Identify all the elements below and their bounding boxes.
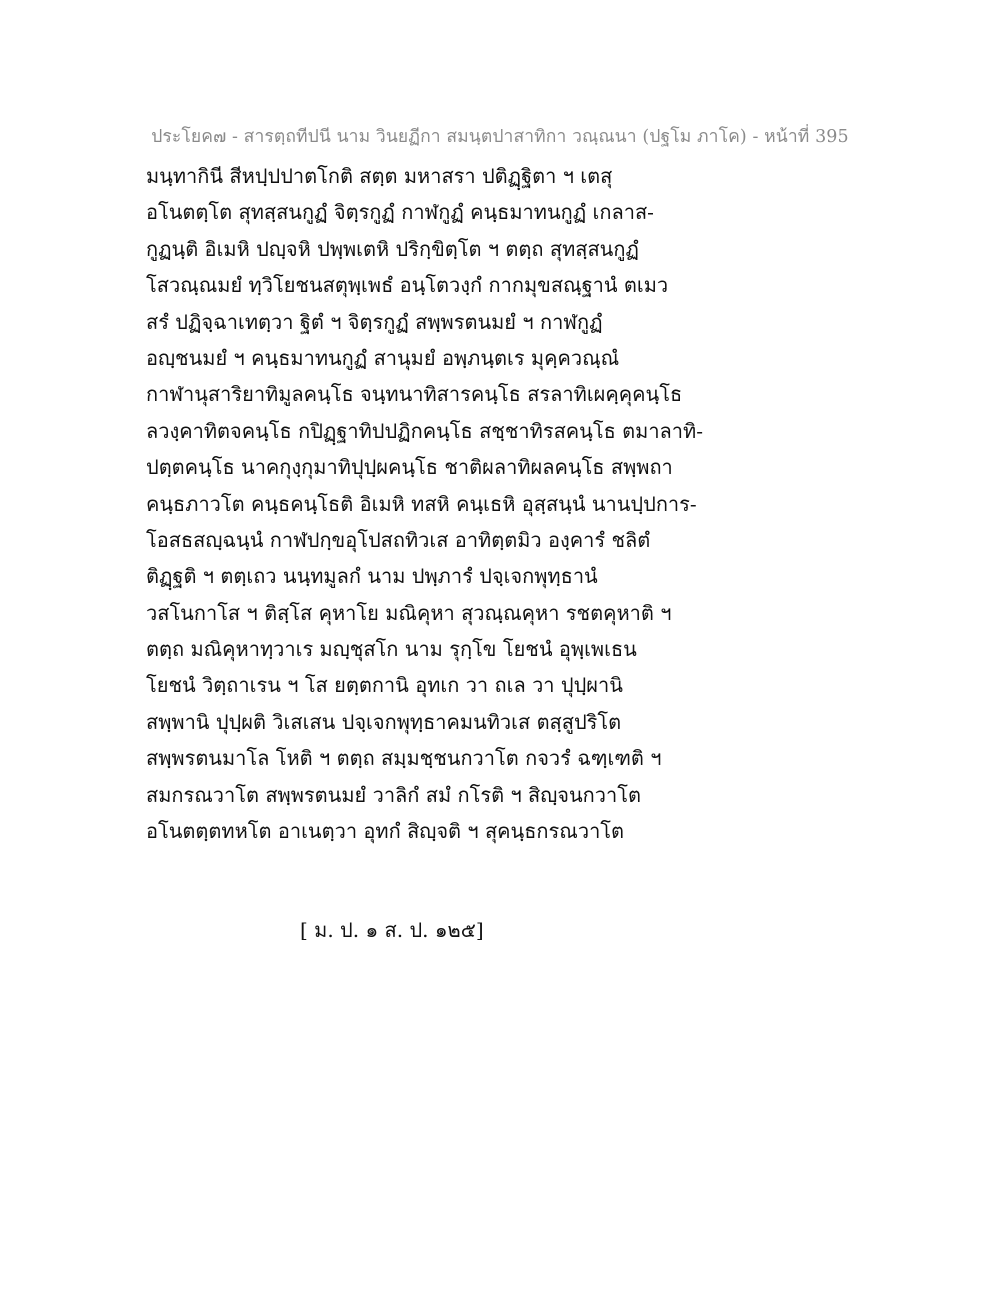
- text-line: คนฺธภาวโต คนฺธคนฺโธติ อิเมหิ ทสหิ คนฺเธหิ อุสฺสนฺนํ นานปฺปการ-: [146, 491, 697, 516]
- text-line: ลวงฺคาทิตจคนฺโธ กปิฏฺฐาทิปปฏิกคนฺโธ สชฺชาทิรสคนฺโธ ตมาลาทิ-: [146, 418, 703, 443]
- text-line: ติฏฺฐติ ฯ ตตฺเถว นนฺทมูลกํ นาม ปพฺภารํ ปจฺเจกพุทฺธานํ: [146, 564, 598, 589]
- text-line: สพฺพานิ ปุปฺผติ วิเสเสน ปจฺเจกพุทฺธาคมนทิวเส ตสฺสูปริโต: [146, 709, 622, 734]
- text-line: กาฬานุสาริยาทิมูลคนฺโธ จนฺทนาทิสารคนฺโธ สรลาทิเผคฺคุคนฺโธ: [146, 382, 683, 407]
- text-line: โอสธสญฺฉนฺนํ กาฬปกฺขอุโปสถทิวเส อาทิตฺตมิว องฺคารํ ชลิตํ: [146, 527, 651, 552]
- text-line: อญฺชนมยํ ฯ คนฺธมาทนกูฏํ สานุมยํ อพฺภนฺตเร มุคฺควณฺณํ: [146, 345, 620, 370]
- text-line: มนฺทากินี สีหปฺปปาตโกติ สตฺต มหาสรา ปติฏฺฐิตา ฯ เตสุ: [146, 164, 613, 188]
- text-line: วสโนกาโส ฯ ติสฺโส คุหาโย มณิคุหา สุวณฺณคุหา รชตคุหาติ ฯ: [146, 600, 672, 625]
- body-text: [146, 158, 706, 849]
- text-line: โสวณฺณมยํ ทฺวิโยชนสตุพฺเพธํ อนฺโตวงฺกํ กากมุขสณฺฐานํ ตเมว: [146, 273, 669, 298]
- text-line: ตตฺถ มณิคุหาทฺวาเร มญฺชุสโก นาม รุกฺโข โยชนํ อุพฺเพเธน: [146, 637, 637, 662]
- text-line: อโนตตฺโต สุทสฺสนกูฏํ จิตฺรกูฏํ กาฬกูฏํ คนฺธมาทนกูฏํ เกลาส-: [146, 200, 654, 225]
- text-line: โยชนํ วิตฺถาเรน ฯ โส ยตฺตกานิ อุทเก วา ถเล วา ปุปฺผานิ: [146, 673, 623, 698]
- page-header: ประโยค๗ - สารตฺถทีปนี นาม วินยฏีกา สมนฺตปาสาทิกา วณฺณนา (ปฐโม ภาโค) - หน้าที่ 395: [151, 127, 849, 147]
- text-line: สรํ ปฏิจฺฉาเทตฺวา ฐิตํ ฯ จิตฺรกูฏํ สพฺพรตนมยํ ฯ กาฬกูฏํ: [146, 309, 603, 334]
- text-line: กูฏนฺติ อิเมหิ ปญฺจหิ ปพฺพเตหิ ปริกฺขิตฺโต ฯ ตตฺถ สุทสฺสนกูฏํ: [146, 236, 639, 261]
- text-line: สพฺพรตนมาโล โหติ ฯ ตตฺถ สมฺมชฺชนกวาโต กจวรํ ฉฑฺเฑติ ฯ: [146, 746, 662, 771]
- text-line: อโนตตฺตทหโต อาเนตฺวา อุทกํ สิญฺจติ ฯ สุคนฺธกรณวาโต: [146, 819, 625, 844]
- reference-citation: [ ม. ป. ๑ ส. ป. ๑๒๕]: [300, 918, 484, 942]
- text-line: สมกรณวาโต สพฺพรตนมยํ วาลิกํ สมํ กโรติ ฯ สิญฺจนกวาโต: [146, 782, 641, 807]
- text-line: ปตฺตคนฺโธ นาคกุงฺกุมาทิปุปฺผคนฺโธ ชาติผลาทิผลคนฺโธ สพฺพถา: [146, 455, 673, 480]
